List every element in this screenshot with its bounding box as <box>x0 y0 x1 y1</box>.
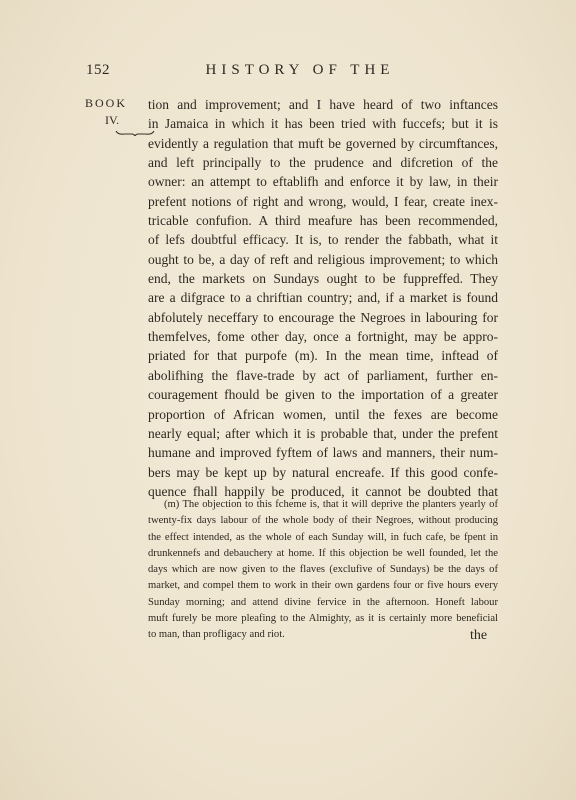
text-line: themfelves, fome other day, once a fortnight, may be appro- <box>148 329 498 345</box>
footnote-line: muft furely be more pleafing to the Almighty, as it is certainly more beneficial <box>148 612 498 624</box>
catchword: the <box>470 628 488 643</box>
text-line: abolifhing the flave-trade by act of parliament, further en- <box>148 367 498 383</box>
book-label: BOOK <box>85 96 128 110</box>
text-line: quence fhall happily be produced, it cannot be doubted that <box>148 483 498 499</box>
text-line: tion and improvement; and I have heard of two inftances <box>148 97 498 112</box>
text-line: in Jamaica in which it has been tried with fuccefs; but it is <box>148 116 498 132</box>
text-line: couragement fhould be given to the importation of a greater <box>148 387 498 403</box>
footnote-line: days which are now given to the flaves (exclufive of Sundays) be the days of <box>148 564 498 575</box>
footnote-line: twenty-fix days labour of the whole body of their Negroes, without producing <box>148 515 498 527</box>
margin-note <box>85 96 145 136</box>
footnote-line: Sunday morning; and attend divine fervice in the afternoon. Honeft labour <box>148 596 498 608</box>
text-line: end, the markets on Sundays ought to be fuppreffed. They <box>148 271 498 287</box>
body-text <box>148 95 498 501</box>
footnote <box>148 497 498 643</box>
text-line: ought to be, a day of reft and religious improvement; to which <box>148 251 498 267</box>
footnote-line: market, and compel them to work in their own gardens four or five hours every <box>148 580 498 592</box>
text-line: owner: an attempt to eftablifh and enforce it by law, in their <box>148 174 498 190</box>
text-line: nearly equal; after which it is probable that, under the prefent <box>148 425 498 441</box>
text-line: abfolutely neceffary to encourage the Negroes in labouring for <box>148 309 498 325</box>
running-title: HISTORY OF THE <box>205 62 395 78</box>
footnote-line: (m) The objection to this fcheme is, that it will deprive the planters yearly of <box>164 499 498 510</box>
page-number: 152 <box>86 62 110 78</box>
text-line: and left principally to the prudence and difcretion of the <box>148 155 498 171</box>
text-line: of lefs doubtful efficacy. It is, to render the fabbath, what it <box>148 232 498 248</box>
text-line: priated for that purpofe (m). In the mean time, inftead of <box>148 348 498 364</box>
page-header <box>0 62 576 86</box>
footnote-line: the effect intended, as the whole of each Sunday will, in fuch cafe, be fpent in <box>148 531 498 543</box>
text-line: bers may be kept up by natural encreafe. If this good confe- <box>148 464 498 480</box>
text-line: proportion of African women, until the fexes are become <box>148 406 498 422</box>
text-line: evidently a regulation that muft be governed by circumftances, <box>148 135 498 151</box>
footnote-line: drunkennefs and debauchery at home. If this objection be well founded, let the <box>148 547 498 559</box>
book-volume: IV. <box>105 113 120 127</box>
text-line: prefent notions of right and wrong, would, I fear, create inex- <box>148 193 498 209</box>
text-line: are a difgrace to a chriftian country; and, if a market is found <box>148 290 498 306</box>
text-line: tricable confufion. A third meafure has been recommended, <box>148 213 498 229</box>
text-line: humane and improved fyftem of laws and manners, their num- <box>148 445 498 461</box>
footnote-line: to man, than profligacy and riot. <box>148 629 285 640</box>
